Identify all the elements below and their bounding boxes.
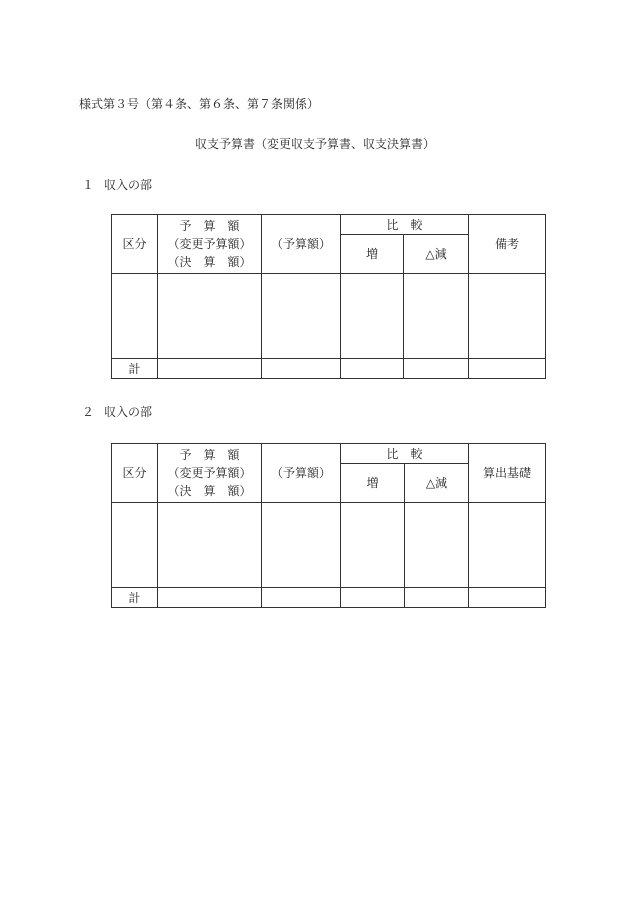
header-budget-line-1: 予 算 額 [179, 448, 240, 462]
section-heading-1 [82, 177, 152, 193]
section-number: １ [82, 178, 95, 192]
cell-budget-amount[interactable] [158, 503, 262, 588]
header-row [112, 215, 546, 235]
section-heading-2 [82, 404, 152, 420]
total-label: 計 [112, 359, 158, 379]
cell-category[interactable] [112, 274, 158, 359]
header-previous-budget: （予算額） [262, 444, 341, 503]
header-budget-line-2: （変更予算額） [167, 237, 252, 251]
total-row [112, 359, 546, 379]
total-label: 計 [112, 588, 158, 608]
income-table-2 [111, 443, 546, 608]
table-row [112, 503, 546, 588]
cell-decrease[interactable] [405, 503, 469, 588]
cell-calculation-basis[interactable] [469, 503, 546, 588]
income-table-1 [111, 214, 546, 379]
header-budget-line-1: 予 算 額 [179, 219, 240, 233]
document-title: 収支予算書（変更収支予算書、収支決算書） [194, 137, 435, 151]
header-decrease: △減 [405, 464, 469, 503]
header-increase: 増 [341, 464, 405, 503]
total-budget-amount[interactable] [158, 588, 262, 608]
header-category: 区分 [112, 215, 158, 274]
header-calculation-basis: 算出基礎 [469, 444, 546, 503]
section-title: 収入の部 [104, 178, 153, 192]
total-decrease[interactable] [405, 588, 469, 608]
total-previous-budget[interactable] [262, 359, 341, 379]
total-previous-budget[interactable] [262, 588, 341, 608]
total-budget-amount[interactable] [158, 359, 262, 379]
cell-previous-budget[interactable] [262, 274, 341, 359]
header-increase: 増 [341, 235, 404, 274]
header-category: 区分 [112, 444, 158, 503]
header-comparison: 比 較 [341, 215, 469, 235]
cell-category[interactable] [112, 503, 158, 588]
header-previous-budget: （予算額） [262, 215, 341, 274]
header-budget-line-3: （決 算 額） [167, 255, 252, 269]
header-budget-line-3: （決 算 額） [167, 484, 252, 498]
total-row [112, 588, 546, 608]
header-budget-line-2: （変更予算額） [167, 466, 252, 480]
total-calculation-basis[interactable] [469, 588, 546, 608]
cell-increase[interactable] [341, 274, 404, 359]
header-decrease: △減 [404, 235, 469, 274]
form-number: 様式第３号（第４条、第６条、第７条関係） [79, 97, 320, 111]
section-title: 収入の部 [104, 405, 153, 419]
section-number: ２ [82, 405, 95, 419]
header-comparison: 比 較 [341, 444, 469, 464]
total-remarks[interactable] [469, 359, 546, 379]
cell-increase[interactable] [341, 503, 405, 588]
total-increase[interactable] [341, 359, 404, 379]
cell-remarks[interactable] [469, 274, 546, 359]
cell-previous-budget[interactable] [262, 503, 341, 588]
header-row [112, 444, 546, 464]
header-remarks: 備考 [469, 215, 546, 274]
total-increase[interactable] [341, 588, 405, 608]
cell-decrease[interactable] [404, 274, 469, 359]
header-budget-amount [158, 444, 262, 503]
total-decrease[interactable] [404, 359, 469, 379]
cell-budget-amount[interactable] [158, 274, 262, 359]
table-row [112, 274, 546, 359]
header-budget-amount [158, 215, 262, 274]
